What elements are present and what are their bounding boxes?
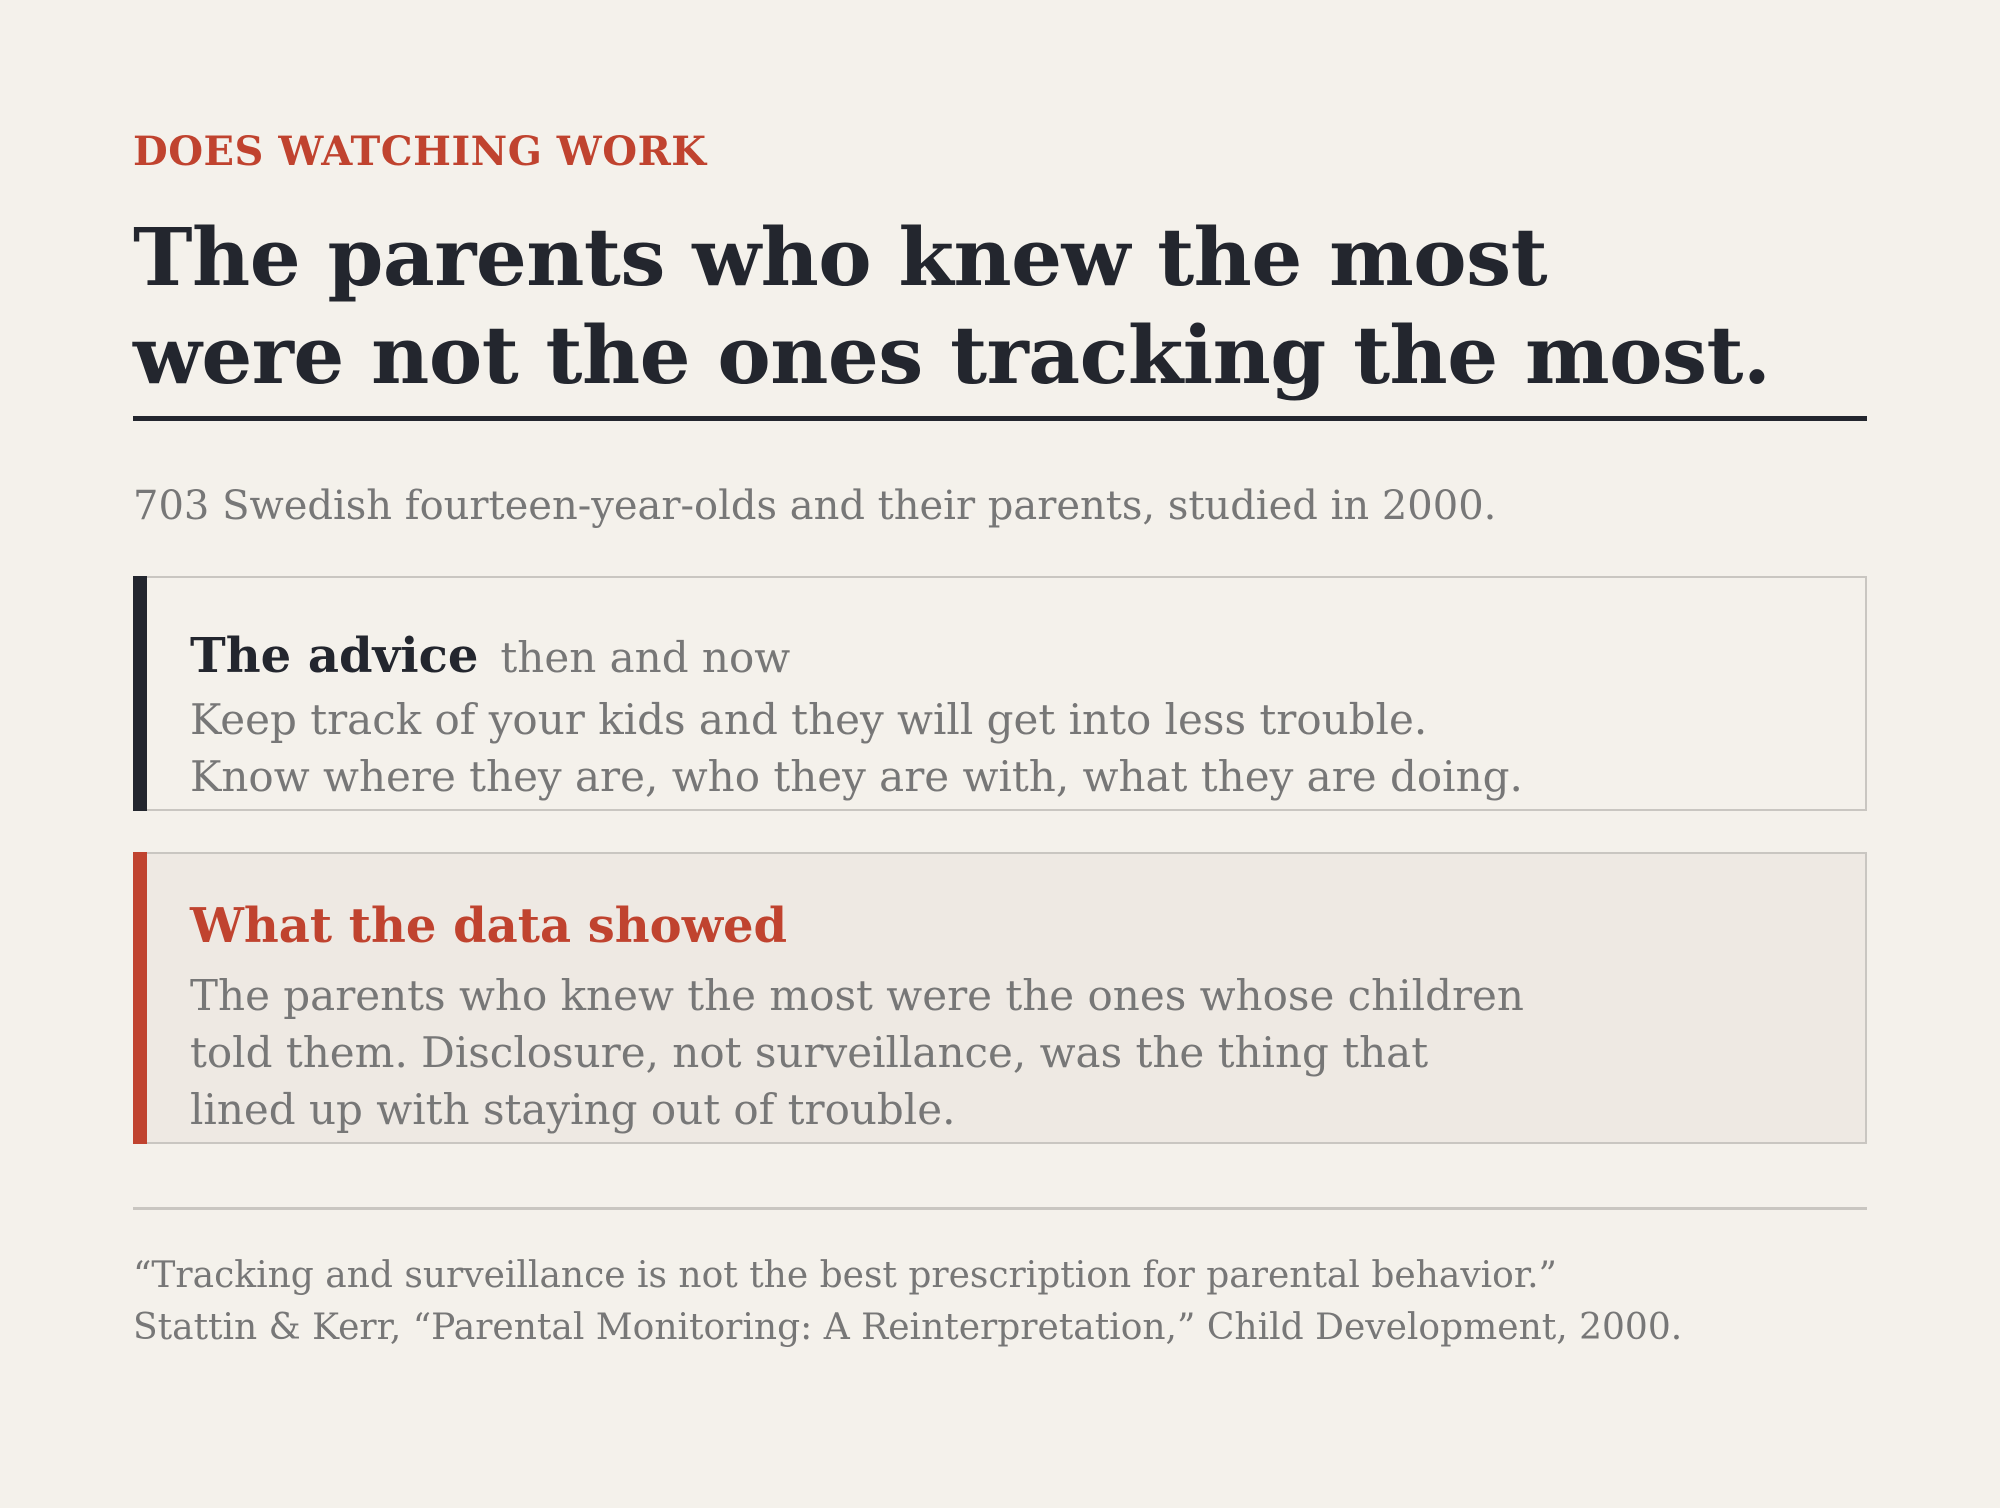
data-card-line: told them. Disclosure, not surveillance, was the thing that [190,1028,1429,1077]
headline-line-1: The parents who knew the most [133,210,1548,304]
advice-card [133,576,1867,811]
subtitle: 703 Swedish fourteen-year-olds and their parents, studied in 2000. [133,483,1497,529]
data-card-title: What the data showed [190,898,788,954]
advice-card-line: Know where they are, who they are with, what they are doing. [190,752,1523,801]
headline-line-2: were not the ones tracking the most. [133,308,1771,402]
data-card-heading [190,896,787,956]
data-card-line: The parents who knew the most were the ones whose children [190,971,1524,1020]
kicker: DOES WATCHING WORK [133,128,707,175]
advice-card-title: The advice [190,628,479,684]
data-card-body [190,967,1524,1138]
advice-card-accent-bar [133,576,147,811]
footer-divider [133,1207,1867,1210]
advice-card-heading [190,626,790,688]
advice-card-subtitle: then and now [500,633,791,682]
quote-text: “Tracking and surveillance is not the best prescription for parental behavior.” [133,1255,1557,1296]
headline-divider [133,416,1867,421]
headline [133,208,1867,404]
data-card-line: lined up with staying out of trouble. [190,1085,956,1134]
source-quote [133,1250,1682,1354]
advice-card-line: Keep track of your kids and they will get into less trouble. [190,695,1428,744]
quote-citation: Stattin & Kerr, “Parental Monitoring: A Reinterpretation,” Child Development, 2000. [133,1307,1683,1348]
data-card-accent-bar [133,852,147,1144]
data-card [133,852,1867,1144]
advice-card-body [190,691,1523,805]
